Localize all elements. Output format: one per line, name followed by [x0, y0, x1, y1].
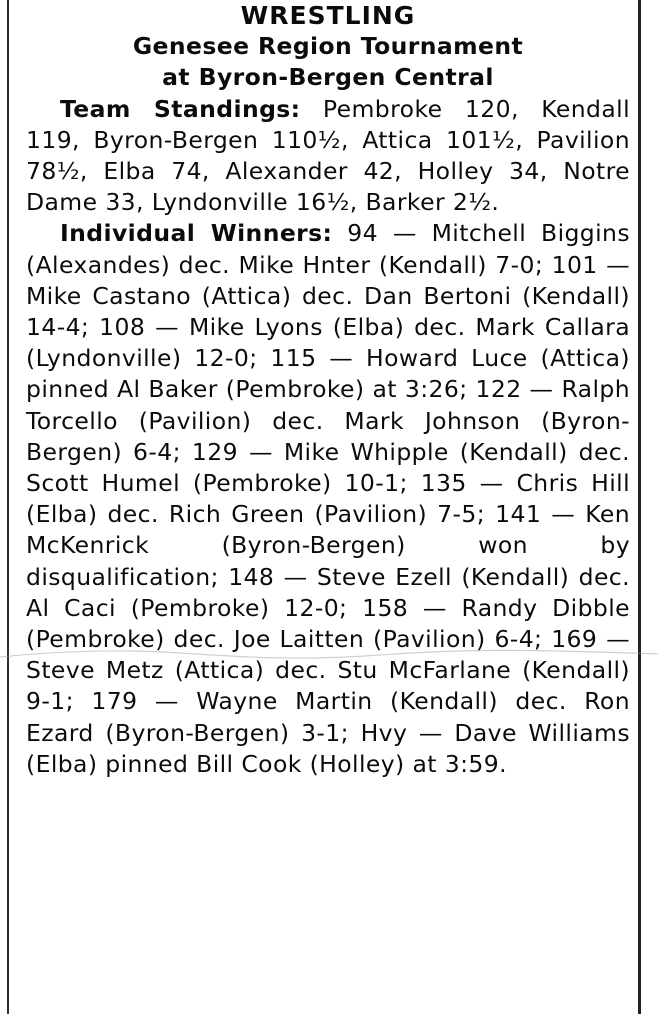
- team-standings-paragraph: [26, 94, 630, 219]
- column-rule-left: [7, 0, 9, 1014]
- venue-heading: at Byron-Bergen Central: [162, 63, 494, 92]
- team-standings-lead: Team Standings:: [60, 94, 301, 123]
- event-heading: Genesee Region Tournament: [132, 32, 524, 61]
- section-heading: WRESTLING: [240, 1, 416, 30]
- team-standings-text: Pembroke 120, Kendall 119, Byron-Bergen 110½, Attica 101½, Pavilion 78½, Elba 74, Alexander 42, Holley 34, Notre Dame 33, Lyndonville 16½, Barker 2½.: [26, 94, 631, 217]
- article-column: [26, 0, 630, 780]
- individual-winners-text: 94 — Mitchell Biggins (Alexandes) dec. Mike Hnter (Kendall) 7-0; 101 — Mike Castano (Attica) dec. Dan Bertoni (Kendall) 14-4; 108 — Mike Lyons (Elba) dec. Mark Callara (Lyndonville) 12-0; 115 — Howard Luce (Attica) pinned Al Baker (Pembroke) at 3:26; 122 — Ralph Torcello (Pavilion) dec. Mark Johnson (Byron-Bergen) 6-4; 129 — Mike Whipple (Kendall) dec. Scott Humel (Pembroke) 10-1; 135 — Chris Hill (Elba) dec. Rich Green (Pavilion) 7-5; 141 — Ken McKenrick (Byron-Bergen) won by disqualification; 148 — Steve Ezell (Kendall) dec. Al Caci (Pembroke) 12-0; 158 — Randy Dibble (Pembroke) dec. Joe Laitten (Pavilion) 6-4; 169 — Steve Metz (Attica) dec. Stu McFarlane (Kendall) 9-1; 179 — Wayne Martin (Kendall) dec. Ron Ezard (Byron-Bergen) 3-1; Hvy — Dave Williams (Elba) pinned Bill Cook (Holley) at 3:59.: [26, 219, 630, 778]
- individual-winners-paragraph: [26, 218, 630, 780]
- column-rule-right: [638, 0, 641, 1014]
- individual-winners-lead: Individual Winners:: [60, 219, 333, 248]
- article-headings: [26, 0, 630, 94]
